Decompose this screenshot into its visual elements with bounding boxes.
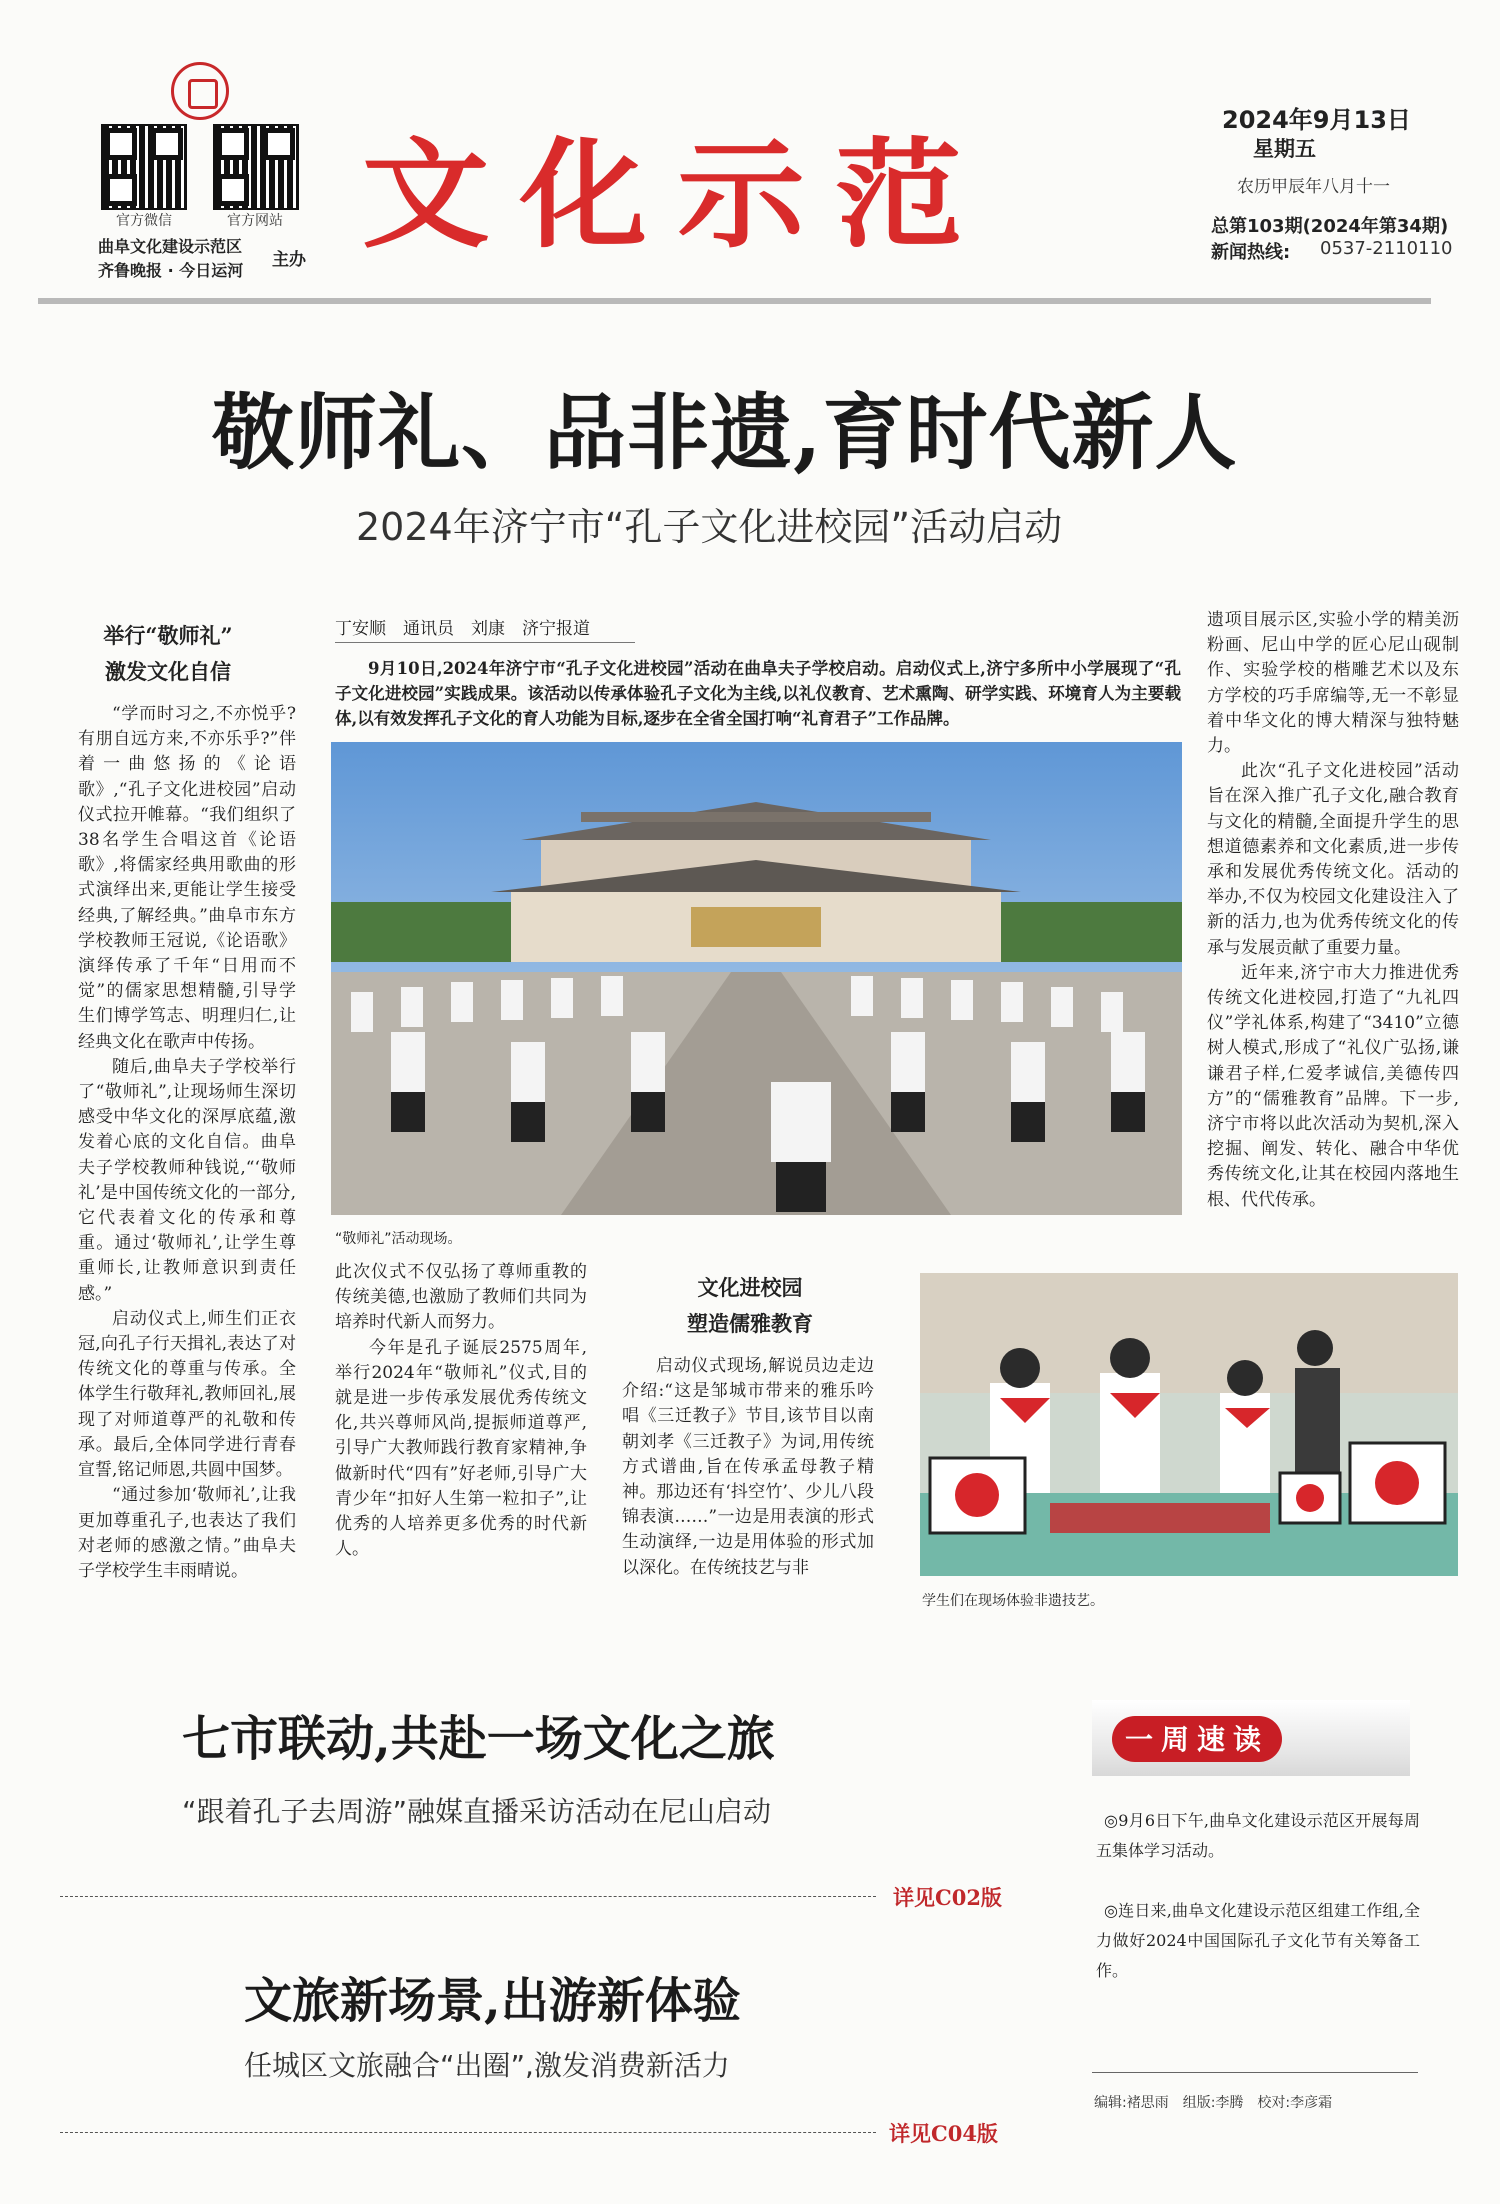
masthead-divider (38, 298, 1431, 304)
newspaper-seal-logo (171, 62, 229, 120)
paragraph: “学而时习之,不亦悦乎?有朋自远方来,不亦乐乎?”伴着一曲悠扬的《论语歌》,“孔子文化进校园”启动仪式拉开帷幕。“我们组织了38名学生合唱这首《论语歌》,将儒家经典用歌曲的形式演绎出来,更能让学生接受经典,了解经典。”曲阜市东方学校教师王冠说,《论语歌》演绎传承了千年“日用而不觉”的儒家思想精髓,引导学生们博学笃志、明理归仁,让经典文化在歌声中传扬。 (78, 704, 296, 1052)
students-illustration (920, 1273, 1458, 1576)
col1-heading-line1: 举行“敬师礼” (103, 623, 233, 648)
paragraph: 启动仪式现场,解说员边走边介绍:“这是邹城市带来的雅乐吟唱《三迁教子》节目,该节目以南朝刘孝《三迁教子》为词,用传统方式谱曲,旨在传承孟母教子精神。那边还有‘抖空竹’、少儿八段锦表演……”一边是用表演的形式生动演绎,一边是用体验的形式加以深化。在传统技艺与非 (622, 1356, 874, 1578)
byline: 丁安顺 通讯员 刘康 济宁报道 (335, 619, 590, 639)
teaser1-subheadline: “跟着孔子去周游”融媒直播采访活动在尼山启动 (182, 1795, 772, 1828)
qr-code-wechat[interactable] (101, 124, 183, 206)
paragraph: 此次仪式不仅弘扬了尊师重教的传统美德,也激励了教师们共同为培养时代新人而努力。 (335, 1262, 587, 1333)
paragraph: 此次“孔子文化进校园”活动旨在深入推广孔子文化,融合教育与文化的精髓,全面提升学生的思想道德素养和文化素质,进一步传承和发展优秀传统文化。活动的举办,不仅为校园文化建设注入了新的活力,也为优秀传统文化的传承与发展贡献了重要力量。 (1207, 761, 1459, 958)
credits: 编辑:褚思雨 组版:李腾 校对:李彦霜 (1094, 2095, 1333, 2111)
issue-date: 2024年9月13日 (1222, 106, 1411, 134)
credits-divider (1092, 2072, 1418, 2073)
byline-underline (335, 642, 635, 643)
summary-text: 9月10日,2024年济宁市“孔子文化进校园”活动在曲阜夫子学校启动。启动仪式上,济宁多所中小学展现了“孔子文化进校园”实践成果。该活动以传承体验孔子文化为主线,以礼仪教育、艺术熏陶、研学实践、环境育人为主要载体,以有效发挥孔子文化的育人功能为目标,逐步在全省全国打响“礼育君子”工作品牌。 (335, 659, 1181, 729)
qr-code-website[interactable] (213, 124, 295, 206)
paragraph: 启动仪式上,师生们正衣冠,向孔子行天揖礼,表达了对传统文化的尊重与传承。全体学生行敬拜礼,教师回礼,展现了对师道尊严的礼敬和传承。最后,全体同学进行青春宣誓,铭记师恩,共圆中国梦。 (78, 1308, 296, 1481)
teaser2-subheadline: 任城区文旅融合“出圈”,激发消费新活力 (244, 2049, 730, 2082)
photo-students-heritage (920, 1273, 1458, 1576)
weekly-item: ◎9月6日下午,曲阜文化建设示范区开展每周五集体学习活动。 (1096, 1811, 1420, 1860)
paragraph: 今年是孔子诞辰2575周年,举行2024年“敬师礼”仪式,目的就是进一步传承发展优秀传统文化,共兴尊师风尚,提振师道尊严,引导广大教师践行教育家精神,争做新时代“四有”好老师,引导广大青少年“扣好人生第一粒扣子”,让优秀的人培养更多优秀的时代新人。 (335, 1337, 587, 1560)
hotline-number: 0537-2110110 (1320, 238, 1453, 259)
paragraph: “通过参加‘敬师礼’,让我更加尊重孔子,也表达了我们对老师的感激之情。”曲阜夫子学校学生丰雨晴说。 (78, 1485, 296, 1581)
issue-number: 总第103期(2024年第34期) (1211, 216, 1449, 237)
photo1-caption: “敬师礼”活动现场。 (335, 1231, 462, 1247)
paragraph: 近年来,济宁市大力推进优秀传统文化进校园,打造了“九礼四仪”学礼体系,构建了“3410”立德树人模式,形成了“礼仪广弘扬,谦谦君子样,仁爱孝诚信,美德传四方”的“儒雅教育”品牌。下一步,济宁市将以此次活动为契机,深入挖掘、阐发、转化、融合中华优秀传统文化,让其在校园内落地生根、代代传承。 (1207, 962, 1459, 1210)
photo2-caption: 学生们在现场体验非遗技艺。 (922, 1593, 1104, 1609)
teaser2-headline: 文旅新场景,出游新体验 (244, 1973, 741, 2029)
photo-ceremony (331, 742, 1182, 1215)
sponsor-line-2: 齐鲁晚报 · 今日运河 (98, 261, 244, 280)
teaser1-headline: 七市联动,共赴一场文化之旅 (182, 1711, 775, 1767)
lead-subheadline: 2024年济宁市“孔子文化进校园”活动启动 (356, 505, 1063, 549)
newspaper-title: 文化示范 (362, 126, 993, 264)
lead-summary (335, 656, 1181, 732)
col3-body (622, 1354, 874, 1581)
col1-body (78, 702, 296, 1584)
teaser2-divider (60, 2132, 876, 2133)
issue-weekday: 星期五 (1253, 137, 1316, 161)
col3-heading-line1: 文化进校园 (697, 1275, 803, 1300)
lunar-date: 农历甲辰年八月十一 (1237, 177, 1390, 197)
sponsor-line-1: 曲阜文化建设示范区 (98, 237, 243, 256)
col2-body (335, 1260, 587, 1562)
col3-section-heading (620, 1270, 880, 1342)
paragraph: 随后,曲阜夫子学校举行了“敬师礼”,让现场师生深切感受中华文化的深厚底蕴,激发着心底的文化自信。曲阜夫子学校教师种钱说,“‘敬师礼’是中国传统文化的一部分,它代表着文化的传承和尊重。通过‘敬师礼’,让学生尊重师长,让教师意识到责任感。” (78, 1056, 296, 1304)
lead-headline: 敬师礼、品非遗,育时代新人 (212, 385, 1238, 481)
weekly-item: ◎连日来,曲阜文化建设示范区组建工作组,全力做好2024中国国际孔子文化节有关筹备工作。 (1096, 1901, 1420, 1980)
hotline-label: 新闻热线: (1211, 242, 1291, 263)
paragraph: 遗项目展示区,实验小学的精美沥粉画、尼山中学的匠心尼山砚制作、实验学校的楷雕艺术以及东方学校的巧手席编等,无一不彰显着中华文化的博大精深与独特魅力。 (1207, 610, 1459, 757)
weekly-title: 一周速读 (1124, 1723, 1269, 1756)
sponsor-tag: 主办 (272, 250, 306, 270)
ceremony-illustration (331, 742, 1182, 1215)
teaser1-divider (60, 1896, 876, 1897)
col1-section-heading (58, 618, 278, 690)
qr-label-wechat: 官方微信 (116, 213, 172, 229)
teaser1-see-link[interactable]: 详见C02版 (893, 1885, 1002, 1910)
qr-label-website: 官方网站 (227, 213, 283, 229)
col3-heading-line2: 塑造儒雅教育 (687, 1311, 813, 1336)
teaser2-see-link[interactable]: 详见C04版 (889, 2121, 998, 2146)
col4-body (1207, 608, 1459, 1213)
col1-heading-line2: 激发文化自信 (105, 659, 231, 684)
